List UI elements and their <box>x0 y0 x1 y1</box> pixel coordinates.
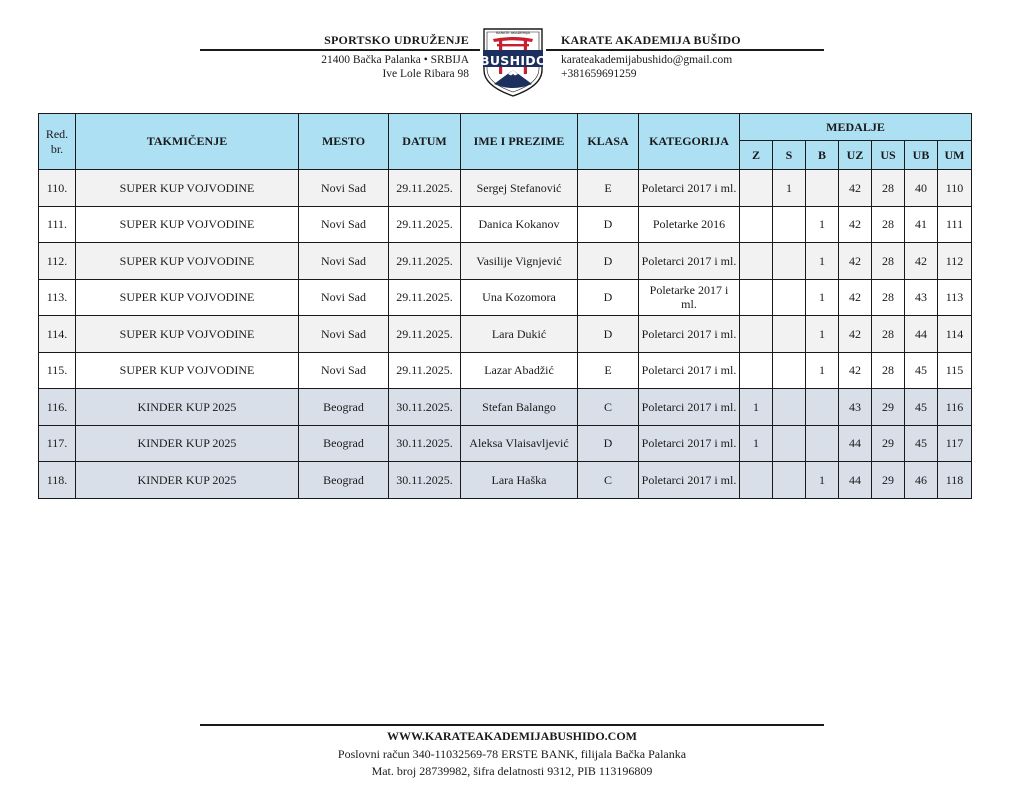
cell-ub: 40 <box>905 170 938 207</box>
cell-ub: 45 <box>905 352 938 389</box>
cell-mesto: Beograd <box>299 462 389 499</box>
table-row <box>39 462 972 499</box>
table-row <box>39 425 972 462</box>
cell-ime: Danica Kokanov <box>461 206 578 243</box>
competition-results-table <box>38 113 972 499</box>
cell-us: 28 <box>872 316 905 353</box>
cell-takmicenje: KINDER KUP 2025 <box>76 389 299 426</box>
cell-us: 28 <box>872 170 905 207</box>
cell-uz: 43 <box>839 389 872 426</box>
col-header-takmicenje: TAKMIČENJE <box>76 114 299 170</box>
org-address-line1: 21400 Bačka Palanka • SRBIJA <box>321 54 469 66</box>
header-divider-right <box>546 49 824 51</box>
cell-ub: 44 <box>905 316 938 353</box>
cell-takmicenje: SUPER KUP VOJVODINE <box>76 243 299 280</box>
cell-b: 1 <box>806 316 839 353</box>
cell-takmicenje: SUPER KUP VOJVODINE <box>76 316 299 353</box>
cell-klasa: E <box>578 170 639 207</box>
org-address <box>200 53 469 81</box>
org-title: SPORTSKO UDRUŽENJE <box>324 33 469 47</box>
cell-ime: Vasilije Vignjević <box>461 243 578 280</box>
cell-rb: 114. <box>39 316 76 353</box>
col-header-klasa: KLASA <box>578 114 639 170</box>
cell-mesto: Beograd <box>299 425 389 462</box>
cell-z <box>740 243 773 280</box>
cell-z: 1 <box>740 425 773 462</box>
cell-b: 1 <box>806 352 839 389</box>
club-contact <box>561 53 732 81</box>
cell-klasa: D <box>578 425 639 462</box>
cell-um: 114 <box>938 316 972 353</box>
table-row <box>39 206 972 243</box>
cell-um: 118 <box>938 462 972 499</box>
cell-klasa: D <box>578 316 639 353</box>
cell-b: 1 <box>806 279 839 316</box>
cell-ime: Lazar Abadžić <box>461 352 578 389</box>
cell-kategorija: Poletarci 2017 i ml. <box>639 425 740 462</box>
cell-ime: Lara Dukić <box>461 316 578 353</box>
col-header-us: US <box>872 141 905 170</box>
cell-s <box>773 316 806 353</box>
cell-um: 113 <box>938 279 972 316</box>
cell-mesto: Novi Sad <box>299 352 389 389</box>
club-email: karateakademijabushido@gmail.com <box>561 54 733 66</box>
cell-rb: 117. <box>39 425 76 462</box>
cell-ime: Una Kozomora <box>461 279 578 316</box>
cell-mesto: Novi Sad <box>299 316 389 353</box>
cell-s <box>773 352 806 389</box>
cell-s <box>773 206 806 243</box>
cell-um: 116 <box>938 389 972 426</box>
cell-kategorija: Poletarci 2017 i ml. <box>639 352 740 389</box>
cell-mesto: Beograd <box>299 389 389 426</box>
cell-takmicenje: SUPER KUP VOJVODINE <box>76 170 299 207</box>
table-row <box>39 389 972 426</box>
cell-mesto: Novi Sad <box>299 206 389 243</box>
cell-z <box>740 352 773 389</box>
cell-rb: 113. <box>39 279 76 316</box>
cell-s <box>773 425 806 462</box>
cell-s <box>773 389 806 426</box>
col-header-b: B <box>806 141 839 170</box>
cell-s: 1 <box>773 170 806 207</box>
table-row <box>39 279 972 316</box>
cell-ub: 45 <box>905 425 938 462</box>
cell-rb: 116. <box>39 389 76 426</box>
col-header-um: UM <box>938 141 972 170</box>
cell-um: 110 <box>938 170 972 207</box>
cell-kategorija: Poletarci 2017 i ml. <box>639 316 740 353</box>
cell-uz: 42 <box>839 170 872 207</box>
cell-rb: 115. <box>39 352 76 389</box>
cell-rb: 111. <box>39 206 76 243</box>
club-phone: +381659691259 <box>561 68 637 80</box>
table-row <box>39 170 972 207</box>
cell-datum: 29.11.2025. <box>389 352 461 389</box>
cell-uz: 42 <box>839 206 872 243</box>
cell-takmicenje: SUPER KUP VOJVODINE <box>76 206 299 243</box>
cell-ub: 45 <box>905 389 938 426</box>
col-header-uz: UZ <box>839 141 872 170</box>
cell-b: 1 <box>806 243 839 280</box>
cell-takmicenje: KINDER KUP 2025 <box>76 425 299 462</box>
footer-bank-account: Poslovni račun 340-11032569-78 ERSTE BANK, filijala Bačka Palanka <box>337 747 687 761</box>
footer-website: WWW.KARATEAKADEMIJABUSHIDO.COM <box>386 729 638 743</box>
org-address-line2: Ive Lole Ribara 98 <box>382 68 469 80</box>
cell-um: 115 <box>938 352 972 389</box>
cell-klasa: E <box>578 352 639 389</box>
footer-divider <box>200 724 824 726</box>
cell-uz: 44 <box>839 425 872 462</box>
cell-z <box>740 206 773 243</box>
cell-takmicenje: KINDER KUP 2025 <box>76 462 299 499</box>
cell-us: 29 <box>872 425 905 462</box>
cell-takmicenje: SUPER KUP VOJVODINE <box>76 352 299 389</box>
col-header-z: Z <box>740 141 773 170</box>
cell-b: 1 <box>806 462 839 499</box>
cell-datum: 29.11.2025. <box>389 316 461 353</box>
cell-um: 112 <box>938 243 972 280</box>
logo-wordmark: BUSHIDO <box>480 53 547 68</box>
cell-rb: 118. <box>39 462 76 499</box>
cell-us: 28 <box>872 243 905 280</box>
cell-datum: 29.11.2025. <box>389 243 461 280</box>
cell-datum: 29.11.2025. <box>389 279 461 316</box>
cell-ime: Sergej Stefanović <box>461 170 578 207</box>
col-header-datum: DATUM <box>389 114 461 170</box>
cell-kategorija: Poletarke 2017 i ml. <box>639 279 740 316</box>
cell-klasa: D <box>578 206 639 243</box>
cell-rb: 110. <box>39 170 76 207</box>
cell-us: 28 <box>872 206 905 243</box>
cell-mesto: Novi Sad <box>299 279 389 316</box>
cell-takmicenje: SUPER KUP VOJVODINE <box>76 279 299 316</box>
cell-b <box>806 425 839 462</box>
bushido-logo <box>480 26 546 98</box>
table-row <box>39 243 972 280</box>
cell-kategorija: Poletarci 2017 i ml. <box>639 243 740 280</box>
col-header-s: S <box>773 141 806 170</box>
cell-datum: 30.11.2025. <box>389 389 461 426</box>
cell-s <box>773 279 806 316</box>
cell-b <box>806 170 839 207</box>
table-row <box>39 316 972 353</box>
cell-klasa: C <box>578 462 639 499</box>
cell-b: 1 <box>806 206 839 243</box>
cell-ime: Stefan Balango <box>461 389 578 426</box>
cell-z <box>740 316 773 353</box>
col-header-kategorija: KATEGORIJA <box>639 114 740 170</box>
cell-ub: 46 <box>905 462 938 499</box>
cell-s <box>773 243 806 280</box>
cell-kategorija: Poletarci 2017 i ml. <box>639 462 740 499</box>
cell-ub: 43 <box>905 279 938 316</box>
cell-kategorija: Poletarke 2016 <box>639 206 740 243</box>
cell-datum: 30.11.2025. <box>389 425 461 462</box>
cell-mesto: Novi Sad <box>299 243 389 280</box>
cell-z <box>740 279 773 316</box>
col-header-rb: Red. br. <box>39 114 76 170</box>
cell-ub: 42 <box>905 243 938 280</box>
cell-us: 28 <box>872 279 905 316</box>
cell-um: 111 <box>938 206 972 243</box>
cell-uz: 42 <box>839 352 872 389</box>
logo-subtext: KARATE AKADEMIJA <box>496 31 530 35</box>
cell-mesto: Novi Sad <box>299 170 389 207</box>
cell-klasa: D <box>578 279 639 316</box>
club-title: KARATE AKADEMIJA BUŠIDO <box>561 33 741 47</box>
cell-um: 117 <box>938 425 972 462</box>
cell-z <box>740 462 773 499</box>
cell-us: 29 <box>872 389 905 426</box>
cell-ime: Lara Haška <box>461 462 578 499</box>
cell-b <box>806 389 839 426</box>
cell-klasa: D <box>578 243 639 280</box>
cell-datum: 29.11.2025. <box>389 206 461 243</box>
cell-klasa: C <box>578 389 639 426</box>
col-header-medalje: MEDALJE <box>740 114 972 141</box>
col-header-ime: IME I PREZIME <box>461 114 578 170</box>
cell-ime: Aleksa Vlaisavljević <box>461 425 578 462</box>
cell-us: 28 <box>872 352 905 389</box>
cell-datum: 29.11.2025. <box>389 170 461 207</box>
cell-rb: 112. <box>39 243 76 280</box>
header-divider-left <box>200 49 480 51</box>
cell-us: 29 <box>872 462 905 499</box>
cell-kategorija: Poletarci 2017 i ml. <box>639 389 740 426</box>
table-row <box>39 352 972 389</box>
cell-uz: 44 <box>839 462 872 499</box>
cell-s <box>773 462 806 499</box>
cell-ub: 41 <box>905 206 938 243</box>
cell-uz: 42 <box>839 316 872 353</box>
col-header-mesto: MESTO <box>299 114 389 170</box>
footer-registration: Mat. broj 28739982, šifra delatnosti 9312, PIB 113196809 <box>371 764 653 778</box>
col-header-ub: UB <box>905 141 938 170</box>
cell-uz: 42 <box>839 243 872 280</box>
cell-datum: 30.11.2025. <box>389 462 461 499</box>
cell-uz: 42 <box>839 279 872 316</box>
cell-z: 1 <box>740 389 773 426</box>
cell-z <box>740 170 773 207</box>
cell-kategorija: Poletarci 2017 i ml. <box>639 170 740 207</box>
